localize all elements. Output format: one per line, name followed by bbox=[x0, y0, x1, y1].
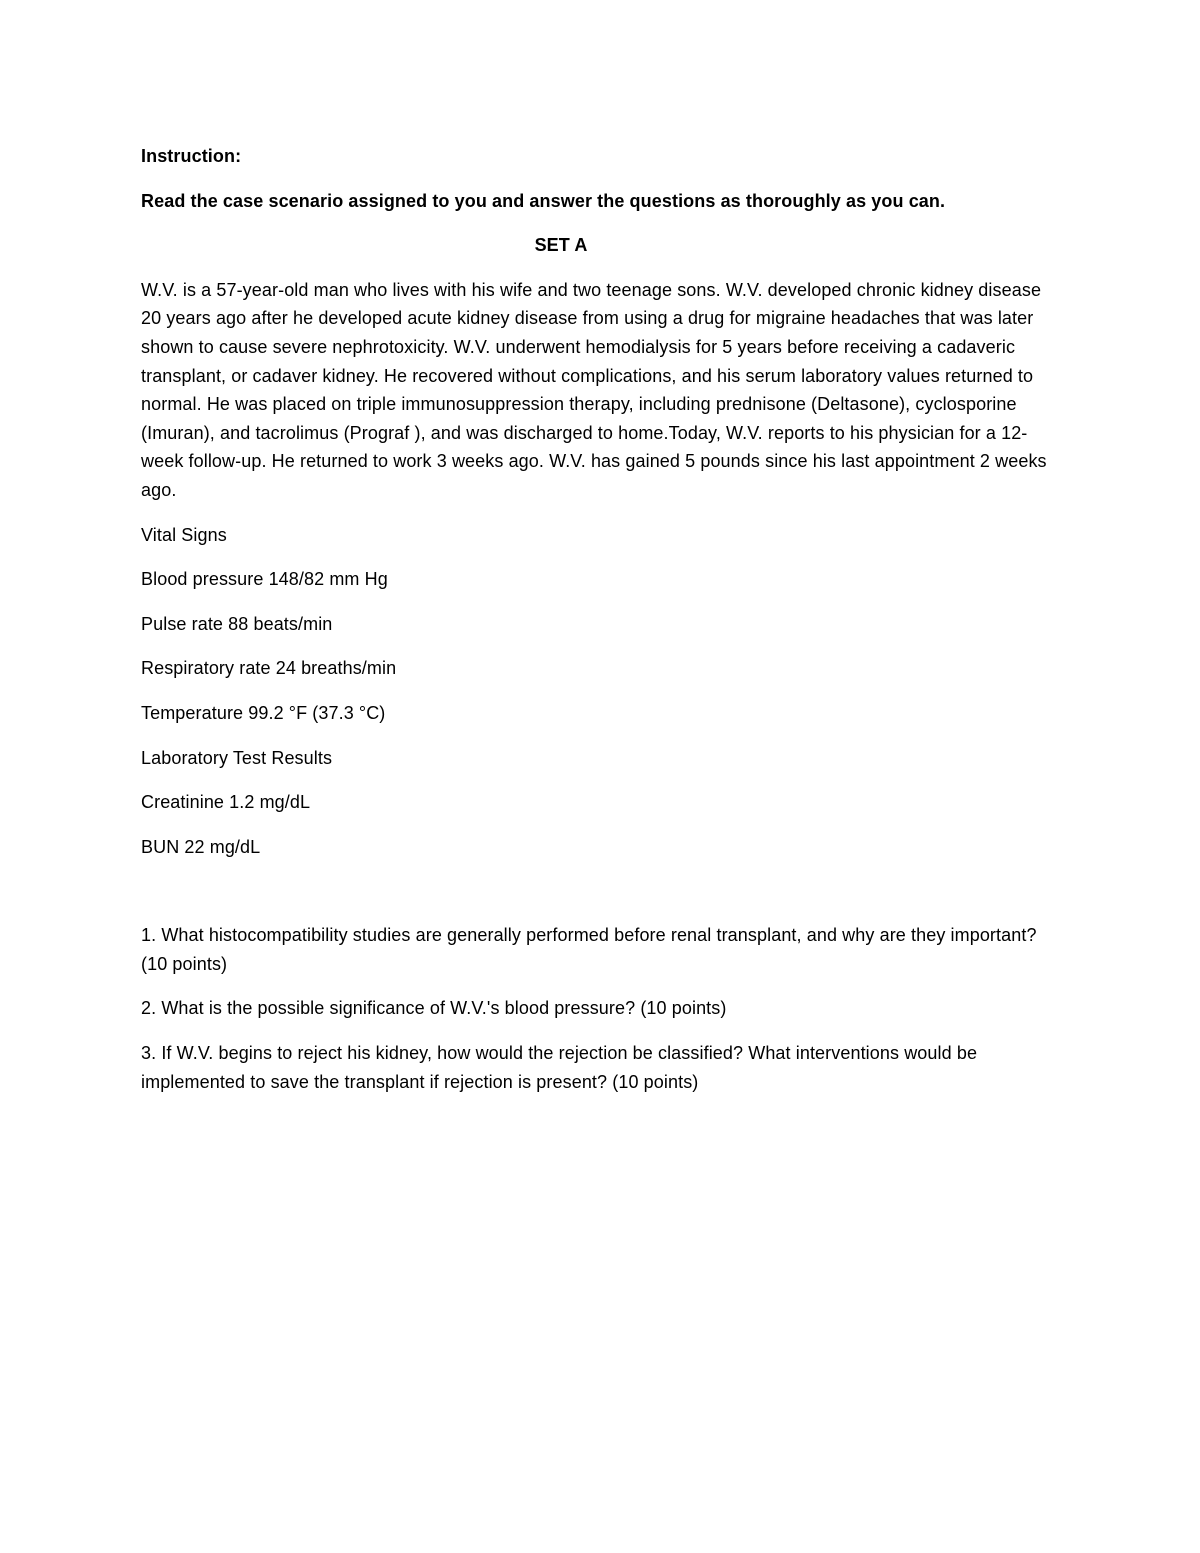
set-title: SET A bbox=[534, 235, 588, 256]
document-body bbox=[141, 142, 1061, 1112]
question-item: 2. What is the possible significance of W.V.'s blood pressure? (10 points) bbox=[141, 998, 727, 1019]
creatinine: Creatinine 1.2 mg/dL bbox=[141, 792, 311, 813]
bun: BUN 22 mg/dL bbox=[141, 836, 261, 857]
instruction-heading: Instruction: bbox=[141, 146, 242, 166]
instruction-text: Read the case scenario assigned to you and answer the questions as thoroughly as you can. bbox=[141, 190, 946, 211]
vital-signs-heading: Vital Signs bbox=[141, 524, 227, 545]
pulse-rate: Pulse rate 88 beats/min bbox=[141, 613, 333, 634]
respiratory-rate: Respiratory rate 24 breaths/min bbox=[141, 658, 397, 679]
temperature: Temperature 99.2 °F (37.3 °C) bbox=[141, 702, 386, 723]
question-item: 3. If W.V. begins to reject his kidney, how would the rejection be classified? What interventions would be implemented to save the transplant if rejection is present? (10 points) bbox=[141, 1043, 978, 1092]
blood-pressure: Blood pressure 148/82 mm Hg bbox=[141, 569, 388, 590]
case-scenario: W.V. is a 57-year-old man who lives with his wife and two teenage sons. W.V. developed chronic kidney disease 20 years ago after he developed acute kidney disease from using a drug for migraine headaches that was later shown to cause severe nephrotoxicity. W.V. underwent hemodialysis for 5 years before receiving a cadaveric transplant, or cadaver kidney. He recovered without complications, and his serum laboratory values returned to normal. He was placed on triple immunosuppression therapy, including prednisone (Deltasone), cyclosporine (Imuran), and tacrolimus (Prograf ), and was discharged to home.Today, W.V. reports to his physician for a 12-week follow-up. He returned to work 3 weeks ago. W.V. has gained 5 pounds since his last appointment 2 weeks ago. bbox=[141, 279, 1047, 500]
question-item: 1. What histocompatibility studies are generally performed before renal transplant, and why are they important? (10 points) bbox=[141, 925, 1037, 974]
lab-results-heading: Laboratory Test Results bbox=[141, 747, 333, 768]
